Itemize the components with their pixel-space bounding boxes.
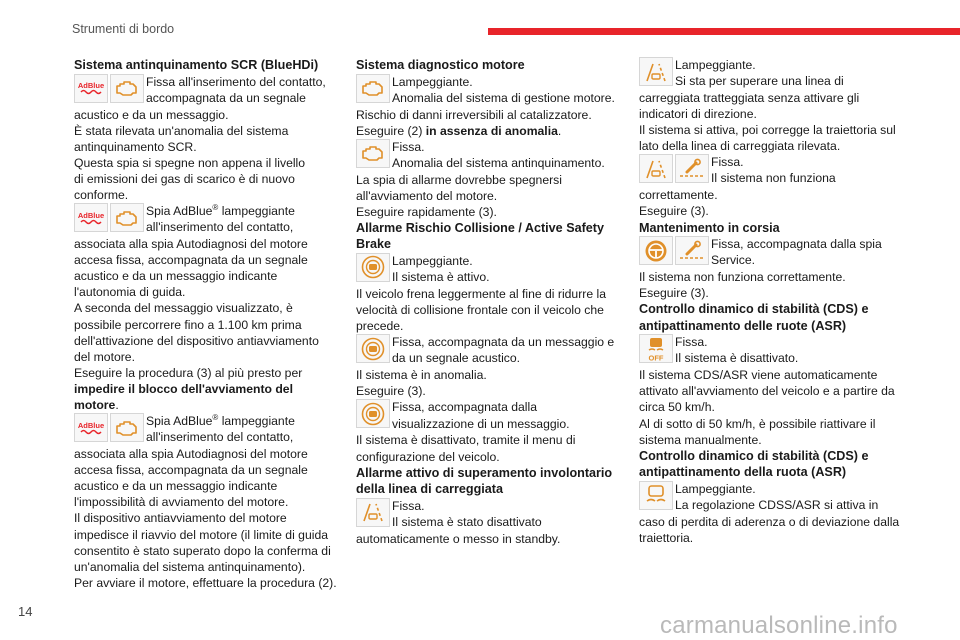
body-line: consentito è stato superato dopo la conferma di	[74, 543, 331, 558]
entry-body	[356, 367, 628, 399]
body-line: del motore.	[74, 349, 135, 364]
column-1	[74, 57, 346, 591]
entry-text: Fissa.	[711, 155, 744, 170]
entry-text: Anomalia del sistema di gestione motore.	[392, 90, 615, 105]
entry-text: Il sistema è stato disattivato	[392, 514, 542, 529]
collision-alert-icon	[356, 253, 390, 282]
entry-body	[356, 432, 628, 464]
entry-body	[74, 446, 346, 591]
section-heading-collision: Allarme Rischio Collisione / Active Safety Brake	[356, 220, 604, 252]
body-line: indicatori di direzione.	[639, 107, 757, 122]
entry-text: Il sistema è disattivato.	[675, 351, 799, 366]
entry-body	[356, 286, 628, 334]
entry-text: Fissa, accompagnata dalla	[392, 400, 537, 415]
engine-icon	[356, 139, 390, 168]
body-line: antinquinamento SCR.	[74, 139, 197, 154]
body-line: A seconda del messaggio visualizzato, è	[74, 301, 293, 316]
body-line: lato della linea di carreggiata rilevata.	[639, 139, 841, 154]
section-heading-scr: Sistema antinquinamento SCR (BlueHDi)	[74, 58, 319, 72]
adblue-icon	[74, 203, 108, 232]
warning-entry-lane-keeping-fault	[639, 236, 911, 269]
section-heading-lane-departure: Allarme attivo di superamento involontario della linea di carreggiata	[356, 465, 613, 497]
body-line: Il sistema si attiva, poi corregge la traiettoria sul	[639, 123, 896, 138]
svg-text:AdBlue: AdBlue	[77, 420, 105, 430]
body-line: associata alla spia Autodiagnosi del motore	[74, 237, 308, 252]
lane-departure-icon	[639, 154, 673, 183]
entry-body	[639, 367, 911, 447]
entry-body	[74, 107, 346, 204]
service-wrench-icon	[675, 236, 709, 265]
body-line: possibile percorrere fino a 1.100 km prima	[74, 317, 302, 332]
entry-text: Il sistema è attivo.	[392, 270, 490, 285]
body-line: all'avviamento del motore.	[356, 188, 498, 203]
svg-text:OFF: OFF	[648, 353, 664, 362]
entry-body	[639, 269, 911, 301]
body-line: Eseguire rapidamente (3).	[356, 204, 497, 219]
stability-icon	[639, 481, 673, 510]
body-line: correttamente.	[639, 188, 718, 203]
column-3	[639, 57, 911, 546]
warning-entry-adblue-blinking-blocked	[74, 413, 346, 446]
entry-text: Il sistema non funziona	[711, 171, 836, 186]
body-line: un'anomalia del sistema antinquinamento).	[74, 559, 306, 574]
body-line: Per avviare il motore, effettuare la procedura (2).	[74, 575, 337, 590]
entry-body	[639, 514, 911, 546]
body-line: Il sistema non funziona correttamente.	[639, 270, 846, 285]
engine-icon	[110, 413, 144, 442]
page-section-title: Strumenti di bordo	[72, 22, 175, 36]
entry-text: Si sta per superare una linea di	[675, 74, 844, 89]
header-accent-bar	[488, 28, 960, 35]
entry-text: Lampeggiante.	[392, 253, 473, 268]
warning-entry-lane-blinking	[639, 57, 911, 90]
body-line: Il sistema è in anomalia.	[356, 368, 487, 383]
engine-icon	[110, 74, 144, 103]
stability-off-icon	[639, 334, 673, 363]
body-line: Il sistema è disattivato, tramite il menu di	[356, 433, 576, 448]
warning-entry-engine-fixed	[356, 139, 628, 172]
section-heading-engine-diagnostic: Sistema diagnostico motore	[356, 58, 525, 72]
entry-text: Fissa, accompagnata da un messaggio e	[392, 335, 615, 350]
body-line: di emissioni dei gas di scarico è di nuovo	[74, 171, 295, 186]
engine-icon	[110, 203, 144, 232]
body-line: Il sistema CDS/ASR viene automaticamente	[639, 368, 878, 383]
entry-body	[74, 236, 346, 413]
collision-alert-icon	[356, 334, 390, 363]
page-number: 14	[18, 604, 33, 619]
entry-body	[356, 172, 628, 220]
adblue-icon	[74, 74, 108, 103]
body-line: La spia di allarme dovrebbe spegnersi	[356, 172, 562, 187]
body-line: Rischio di danni irreversibili al catalizzatore.	[356, 107, 592, 122]
warning-entry-collision-blinking	[356, 253, 628, 286]
body-line: dell'attivazione del dispositivo antiavviamento	[74, 333, 319, 348]
body-line: Il veicolo frena leggermente al fine di ridurre la	[356, 286, 606, 301]
body-line: associata alla spia Autodiagnosi del motore	[74, 447, 308, 462]
entry-text: Lampeggiante.	[675, 58, 756, 72]
body-line: Eseguire (3).	[356, 384, 426, 399]
entry-body	[356, 107, 628, 139]
entry-text: Spia AdBlue® lampeggiante	[146, 203, 295, 219]
body-line: accesa fissa, accompagnata da un segnale	[74, 253, 308, 268]
entry-text: La regolazione CDSS/ASR si attiva in	[675, 497, 879, 512]
body-line: accesa fissa, accompagnata da un segnale	[74, 463, 308, 478]
body-line: Al di sotto di 50 km/h, è possibile riattivare il	[639, 416, 876, 431]
entry-text: Lampeggiante.	[675, 481, 756, 496]
warning-entry-stability-off	[639, 334, 911, 367]
entry-text: Fissa.	[675, 335, 708, 350]
entry-body	[639, 90, 911, 154]
lane-keeping-icon	[639, 236, 673, 265]
entry-text: Lampeggiante.	[392, 74, 473, 89]
warning-entry-lane-fault	[639, 154, 911, 187]
entry-text: Spia AdBlue® lampeggiante	[146, 413, 295, 429]
body-line: l'impossibilità di avviamento del motore.	[74, 495, 289, 510]
engine-icon	[356, 74, 390, 103]
body-line: impedire il blocco dell'avviamento del	[74, 381, 293, 396]
entry-text: Fissa.	[392, 139, 425, 154]
warning-entry-adblue-fixed	[74, 74, 346, 107]
body-line: conforme.	[74, 187, 129, 202]
body-line: Eseguire (3).	[639, 204, 709, 219]
section-heading-lane-keeping: Mantenimento in corsia	[639, 220, 780, 235]
body-line: automaticamente o messo in standby.	[356, 531, 561, 546]
body-line: acustico e da un messaggio indicante	[74, 269, 278, 284]
column-2	[356, 57, 628, 547]
body-line: carreggiata tratteggiata senza attivare gli	[639, 91, 860, 105]
body-line: Il dispositivo antiavviamento del motore	[74, 511, 287, 526]
collision-alert-icon	[356, 399, 390, 428]
entry-body	[356, 531, 628, 547]
entry-text: accompagnata da un segnale	[146, 90, 306, 105]
body-line: Eseguire la procedura (3) al più presto per	[74, 365, 303, 380]
body-line: configurazione del veicolo.	[356, 449, 500, 464]
entry-text: all'inserimento del contatto,	[146, 220, 294, 235]
body-line: traiettoria.	[639, 530, 694, 545]
body-line: acustico e da un messaggio indicante	[74, 479, 278, 494]
lane-departure-icon	[356, 498, 390, 527]
entry-text: Fissa.	[392, 498, 425, 513]
body-line: Questa spia si spegne non appena il livello	[74, 155, 306, 170]
body-line: È stata rilevata un'anomalia del sistema	[74, 123, 289, 138]
entry-body	[639, 187, 911, 219]
entry-text: visualizzazione di un messaggio.	[392, 416, 570, 431]
adblue-icon	[74, 413, 108, 442]
entry-text: Service.	[711, 253, 756, 268]
body-line: impedisce il riavvio del motore (il limite di guida	[74, 527, 329, 542]
warning-entry-lane-standby	[356, 498, 628, 531]
body-line: l'autonomia di guida.	[74, 285, 186, 300]
entry-text: Anomalia del sistema antinquinamento.	[392, 155, 605, 170]
warning-entry-engine-blinking	[356, 74, 628, 107]
body-line: velocità di collisione frontale con il veicolo che	[356, 303, 604, 318]
body-line: precede.	[356, 319, 404, 334]
section-heading-stability-wheel: Controllo dinamico di stabilità (CDS) e antipattinamento della ruota (ASR)	[639, 448, 869, 480]
body-line: attivato all'avviamento del veicolo e a partire da	[639, 384, 895, 399]
body-line: sistema manualmente.	[639, 432, 762, 447]
entry-text: Fissa all'inserimento del contatto,	[146, 74, 326, 89]
body-line: caso di perdita di aderenza o di deviazione dalla	[639, 514, 900, 529]
section-heading-stability-wheels: Controllo dinamico di stabilità (CDS) e antipattinamento delle ruote (ASR)	[639, 302, 869, 333]
entry-text: all'inserimento del contatto,	[146, 430, 294, 445]
body-line: acustico e da un messaggio.	[74, 107, 229, 122]
body-line: motore.	[74, 398, 119, 412]
lane-departure-icon	[639, 57, 673, 86]
entry-text: Fissa, accompagnata dalla spia	[711, 237, 882, 252]
warning-entry-stability-blinking	[639, 481, 911, 514]
body-line: Eseguire (3).	[639, 286, 709, 301]
svg-text:AdBlue: AdBlue	[77, 210, 105, 220]
warning-entry-collision-disabled	[356, 399, 628, 432]
body-line: Eseguire (2) in assenza di anomalia.	[356, 123, 562, 138]
watermark: carmanualsonline.info	[660, 612, 898, 639]
body-line: circa 50 km/h.	[639, 400, 715, 415]
warning-entry-adblue-blinking-range	[74, 203, 346, 236]
service-wrench-icon	[675, 154, 709, 183]
entry-text: da un segnale acustico.	[392, 351, 521, 366]
warning-entry-collision-fault	[356, 334, 628, 367]
svg-text:AdBlue: AdBlue	[77, 81, 105, 90]
